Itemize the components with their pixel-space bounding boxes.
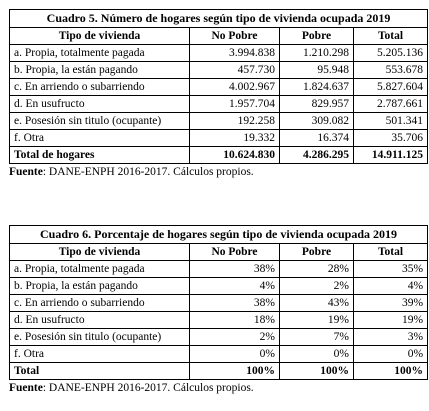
column-header: Pobre: [280, 28, 354, 45]
table-5: [9, 9, 428, 164]
table-row: [10, 62, 428, 79]
cell-pobre: 43%: [280, 295, 354, 312]
row-label: e. Posesión sin titulo (ocupante): [10, 329, 190, 346]
row-label: a. Propia, totalmente pagada: [10, 261, 190, 278]
cell-no-pobre: 18%: [190, 312, 280, 329]
cell-pobre: 7%: [280, 329, 354, 346]
source-label: Fuente: [9, 166, 43, 178]
cell-total: 0%: [354, 346, 428, 363]
total-pobre: 4.286.295: [280, 147, 354, 164]
source-text: : DANE-ENPH 2016-2017. Cálculos propios.: [42, 382, 254, 394]
source-label: Fuente: [9, 382, 43, 394]
cell-no-pobre: 457.730: [190, 62, 280, 79]
cell-pobre: 0%: [280, 346, 354, 363]
cell-pobre: 2%: [280, 278, 354, 295]
cell-total: 39%: [354, 295, 428, 312]
table-5-block: [9, 9, 427, 179]
source-note: [9, 381, 427, 395]
table-title-row: [10, 226, 428, 244]
table-header-row: [10, 28, 428, 45]
cell-pobre: 16.374: [280, 130, 354, 147]
cell-no-pobre: 0%: [190, 346, 280, 363]
cell-no-pobre: 38%: [190, 261, 280, 278]
cell-no-pobre: 19.332: [190, 130, 280, 147]
table-row: [10, 346, 428, 363]
table-6-block: [9, 225, 427, 395]
cell-total: 501.341: [354, 113, 428, 130]
cell-pobre: 95.948: [280, 62, 354, 79]
total-total: 100%: [354, 363, 428, 380]
total-label: Total de hogares: [10, 147, 190, 164]
cell-total: 35.706: [354, 130, 428, 147]
row-label: a. Propia, totalmente pagada: [10, 45, 190, 62]
column-header: Tipo de vivienda: [10, 28, 190, 45]
table-header-row: [10, 244, 428, 261]
row-label: e. Posesión sin titulo (ocupante): [10, 113, 190, 130]
column-header: No Pobre: [190, 244, 280, 261]
cell-pobre: 829.957: [280, 96, 354, 113]
cell-no-pobre: 2%: [190, 329, 280, 346]
table-row: [10, 113, 428, 130]
cell-total: 553.678: [354, 62, 428, 79]
table-row: [10, 130, 428, 147]
source-note: [9, 165, 427, 179]
cell-total: 3%: [354, 329, 428, 346]
column-header: No Pobre: [190, 28, 280, 45]
total-label: Total: [10, 363, 190, 380]
total-pobre: 100%: [280, 363, 354, 380]
cell-no-pobre: 192.258: [190, 113, 280, 130]
cell-pobre: 1.824.637: [280, 79, 354, 96]
cell-total: 19%: [354, 312, 428, 329]
column-header: Total: [354, 28, 428, 45]
table-row: [10, 278, 428, 295]
table-row: [10, 312, 428, 329]
cell-pobre: 309.082: [280, 113, 354, 130]
cell-pobre: 28%: [280, 261, 354, 278]
source-text: : DANE-ENPH 2016-2017. Cálculos propios.: [42, 166, 254, 178]
cell-pobre: 1.210.298: [280, 45, 354, 62]
cell-total: 35%: [354, 261, 428, 278]
table-row: [10, 96, 428, 113]
cell-no-pobre: 4.002.967: [190, 79, 280, 96]
column-header: Total: [354, 244, 428, 261]
row-label: d. En usufructo: [10, 96, 190, 113]
column-header: Pobre: [280, 244, 354, 261]
cell-total: 5.827.604: [354, 79, 428, 96]
row-label: d. En usufructo: [10, 312, 190, 329]
cell-total: 5.205.136: [354, 45, 428, 62]
cell-no-pobre: 4%: [190, 278, 280, 295]
row-label: b. Propia, la están pagando: [10, 278, 190, 295]
row-label: f. Otra: [10, 130, 190, 147]
table-title: Cuadro 6. Porcentaje de hogares según tipo de vivienda ocupada 2019: [10, 226, 428, 244]
table-row: [10, 329, 428, 346]
total-no-pobre: 100%: [190, 363, 280, 380]
table-row: [10, 45, 428, 62]
table-6: [9, 225, 428, 380]
table-title: Cuadro 5. Número de hogares según tipo de vivienda ocupada 2019: [10, 10, 428, 28]
cell-no-pobre: 3.994.838: [190, 45, 280, 62]
table-row: [10, 261, 428, 278]
table-total-row: [10, 147, 428, 164]
cell-total: 4%: [354, 278, 428, 295]
row-label: c. En arriendo o subarriendo: [10, 79, 190, 96]
table-title-row: [10, 10, 428, 28]
column-header: Tipo de vivienda: [10, 244, 190, 261]
cell-no-pobre: 38%: [190, 295, 280, 312]
row-label: b. Propia, la están pagando: [10, 62, 190, 79]
table-row: [10, 295, 428, 312]
table-total-row: [10, 363, 428, 380]
cell-pobre: 19%: [280, 312, 354, 329]
total-no-pobre: 10.624.830: [190, 147, 280, 164]
cell-total: 2.787.661: [354, 96, 428, 113]
row-label: c. En arriendo o subarriendo: [10, 295, 190, 312]
cell-no-pobre: 1.957.704: [190, 96, 280, 113]
total-total: 14.911.125: [354, 147, 428, 164]
row-label: f. Otra: [10, 346, 190, 363]
table-row: [10, 79, 428, 96]
